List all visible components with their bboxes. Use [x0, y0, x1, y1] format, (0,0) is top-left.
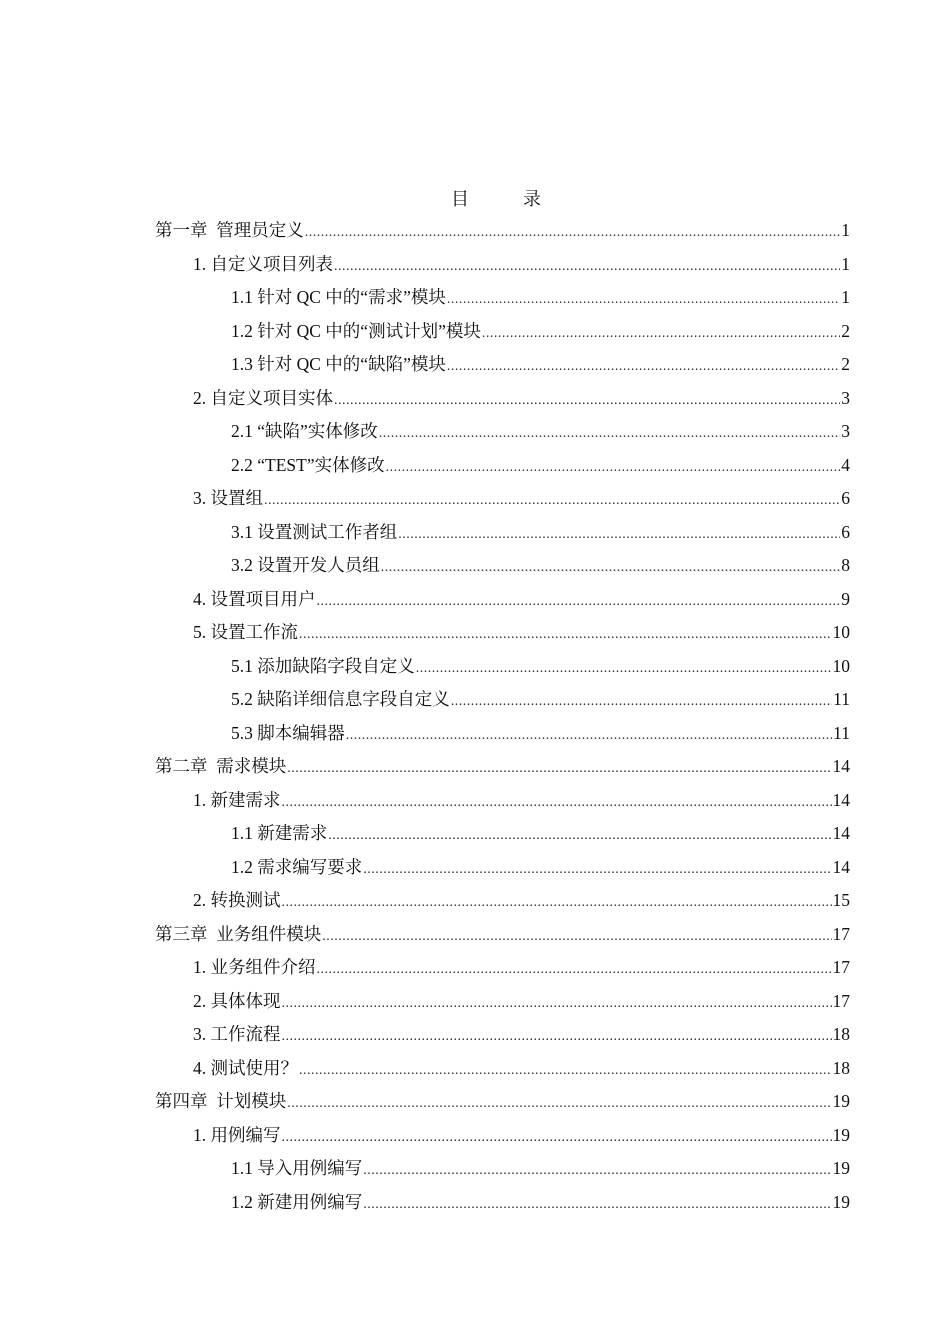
toc-leader-dots — [305, 216, 841, 250]
toc-entry-text: 5.1 添加缺陷字段自定义 — [231, 655, 415, 676]
toc-entry-text: 3. 工作流程 — [193, 1024, 281, 1044]
toc-entry-page-number: 15 — [832, 890, 850, 910]
toc-leader-dots — [282, 1121, 832, 1155]
toc-entry[interactable] — [155, 248, 850, 282]
toc-entry-page-number: 10 — [832, 622, 850, 642]
toc-entry-text: 第四章 计划模块 — [155, 1091, 287, 1111]
toc-entry-page-number: 19 — [832, 1158, 850, 1178]
toc-entry[interactable] — [155, 583, 850, 617]
toc-entry[interactable] — [155, 784, 850, 818]
toc-entry[interactable] — [155, 851, 850, 885]
toc-entry-page-number: 10 — [832, 655, 850, 676]
toc-entry-page-number: 1 — [841, 253, 850, 274]
toc-entry-page-number: 3 — [841, 387, 850, 408]
toc-entry-text: 第一章 管理员定义 — [155, 220, 304, 240]
toc-entry-page-number: 4 — [841, 454, 850, 475]
toc-leader-dots — [282, 987, 832, 1021]
toc-entry-page-number: 1 — [841, 287, 850, 307]
toc-entry[interactable] — [155, 382, 850, 416]
toc-entry-page-number: 17 — [832, 957, 850, 977]
toc-leader-dots — [398, 518, 840, 552]
toc-leader-dots — [317, 585, 841, 619]
toc-entry-text: 第二章 需求模块 — [155, 756, 287, 776]
toc-entry-text: 4. 设置项目用户 — [193, 588, 316, 609]
toc-entry[interactable] — [155, 315, 850, 349]
toc-leader-dots — [317, 953, 832, 987]
toc-entry-page-number: 9 — [841, 588, 850, 609]
toc-entry-page-number: 14 — [832, 756, 850, 776]
toc-entry[interactable] — [155, 918, 850, 952]
toc-entry[interactable] — [155, 415, 850, 449]
toc-entry-text: 1.1 新建需求 — [231, 823, 328, 843]
toc-entry[interactable] — [155, 1052, 850, 1086]
toc-entry-page-number: 8 — [841, 555, 850, 575]
toc-entry-text: 5.2 缺陷详细信息字段自定义 — [231, 689, 450, 709]
toc-entry[interactable] — [155, 482, 850, 516]
toc-leader-dots — [299, 618, 832, 652]
toc-entry[interactable] — [155, 1018, 850, 1052]
toc-entry[interactable] — [155, 817, 850, 851]
toc-leader-dots — [282, 786, 832, 820]
toc-leader-dots — [482, 317, 840, 351]
toc-leader-dots — [287, 752, 831, 786]
toc-entry-page-number: 17 — [832, 990, 850, 1011]
toc-entry-text: 2. 转换测试 — [193, 890, 281, 910]
toc-leader-dots — [328, 819, 831, 853]
toc-entry-page-number: 19 — [832, 1091, 850, 1111]
toc-leader-dots — [381, 551, 841, 585]
toc-leader-dots — [447, 350, 840, 384]
toc-entry[interactable] — [155, 750, 850, 784]
toc-entry-text: 3. 设置组 — [193, 488, 263, 508]
toc-leader-dots — [416, 652, 832, 686]
toc-entry-text: 2.1 “缺陷”实体修改 — [231, 421, 378, 441]
toc-entry-text: 1.1 导入用例编写 — [231, 1158, 363, 1178]
toc-entry-text: 3.1 设置测试工作者组 — [231, 521, 398, 542]
toc-entry[interactable] — [155, 281, 850, 315]
toc-entry-text: 1. 自定义项目列表 — [193, 253, 333, 274]
toc-entry-text: 1.2 新建用例编写 — [231, 1191, 363, 1212]
toc-leader-dots — [363, 1188, 831, 1222]
toc-entry[interactable] — [155, 214, 850, 248]
toc-entry-page-number: 6 — [841, 521, 850, 542]
toc-entry-text: 5.3 脚本编辑器 — [231, 722, 345, 743]
toc-entry-page-number: 14 — [832, 823, 850, 843]
toc-entry-text: 1. 业务组件介绍 — [193, 957, 316, 977]
toc-leader-dots — [334, 250, 840, 284]
toc-entry-page-number: 6 — [841, 488, 850, 508]
toc-leader-dots — [379, 417, 840, 451]
toc-entry[interactable] — [155, 616, 850, 650]
toc-leader-dots — [282, 886, 832, 920]
toc-entry[interactable] — [155, 348, 850, 382]
toc-entry[interactable] — [155, 1186, 850, 1220]
toc-entry-page-number: 2 — [841, 354, 850, 374]
toc-entry[interactable] — [155, 985, 850, 1019]
toc-entry[interactable] — [155, 1085, 850, 1119]
toc-entry-text: 1.1 针对 QC 中的“需求”模块 — [231, 287, 446, 307]
toc-entry-text: 1. 用例编写 — [193, 1124, 281, 1145]
toc-leader-dots — [451, 685, 832, 719]
toc-leader-dots — [322, 920, 831, 954]
toc-entry-page-number: 2 — [841, 320, 850, 341]
toc-title: 目 录 — [451, 189, 559, 209]
toc-leader-dots — [363, 853, 831, 887]
toc-leader-dots — [264, 484, 840, 518]
toc-entry-page-number: 18 — [832, 1024, 850, 1044]
toc-entry-text: 1.2 针对 QC 中的“测试计划”模块 — [231, 320, 481, 341]
toc-entry-page-number: 19 — [832, 1191, 850, 1212]
toc-entry-page-number: 14 — [832, 789, 850, 810]
toc-entry-text: 4. 测试使用？ — [193, 1057, 298, 1078]
toc-leader-dots — [299, 1054, 832, 1088]
toc-leader-dots — [287, 1087, 831, 1121]
toc-entry-page-number: 11 — [833, 722, 850, 743]
toc-entry-text: 5. 设置工作流 — [193, 622, 298, 642]
toc-list — [155, 214, 850, 1219]
toc-entry[interactable] — [155, 1152, 850, 1186]
toc-leader-dots — [334, 384, 840, 418]
toc-leader-dots — [346, 719, 832, 753]
toc-entry-text: 2. 具体体现 — [193, 990, 281, 1011]
toc-entry[interactable] — [155, 683, 850, 717]
toc-entry-text: 1.2 需求编写要求 — [231, 856, 363, 877]
toc-entry-page-number: 11 — [833, 689, 850, 709]
toc-leader-dots — [282, 1020, 832, 1054]
toc-leader-dots — [386, 451, 841, 485]
toc-entry[interactable] — [155, 1119, 850, 1153]
toc-entry-text: 2.2 “TEST”实体修改 — [231, 454, 385, 475]
toc-entry[interactable] — [155, 884, 850, 918]
toc-entry-page-number: 18 — [832, 1057, 850, 1078]
toc-entry-page-number: 19 — [832, 1124, 850, 1145]
toc-leader-dots — [447, 283, 840, 317]
toc-entry[interactable] — [155, 516, 850, 550]
toc-leader-dots — [363, 1154, 831, 1188]
toc-entry-text: 1.3 针对 QC 中的“缺陷”模块 — [231, 354, 446, 374]
toc-entry[interactable] — [155, 549, 850, 583]
toc-entry[interactable] — [155, 449, 850, 483]
toc-entry[interactable] — [155, 717, 850, 751]
toc-entry-text: 3.2 设置开发人员组 — [231, 555, 380, 575]
toc-entry-text: 1. 新建需求 — [193, 789, 281, 810]
toc-entry-page-number: 1 — [841, 220, 850, 240]
toc-entry-page-number: 17 — [832, 923, 850, 944]
toc-entry-page-number: 14 — [832, 856, 850, 877]
toc-entry-text: 2. 自定义项目实体 — [193, 387, 333, 408]
toc-entry[interactable] — [155, 650, 850, 684]
toc-entry-text: 第三章 业务组件模块 — [155, 923, 322, 944]
toc-entry-page-number: 3 — [841, 421, 850, 441]
toc-entry[interactable] — [155, 951, 850, 985]
